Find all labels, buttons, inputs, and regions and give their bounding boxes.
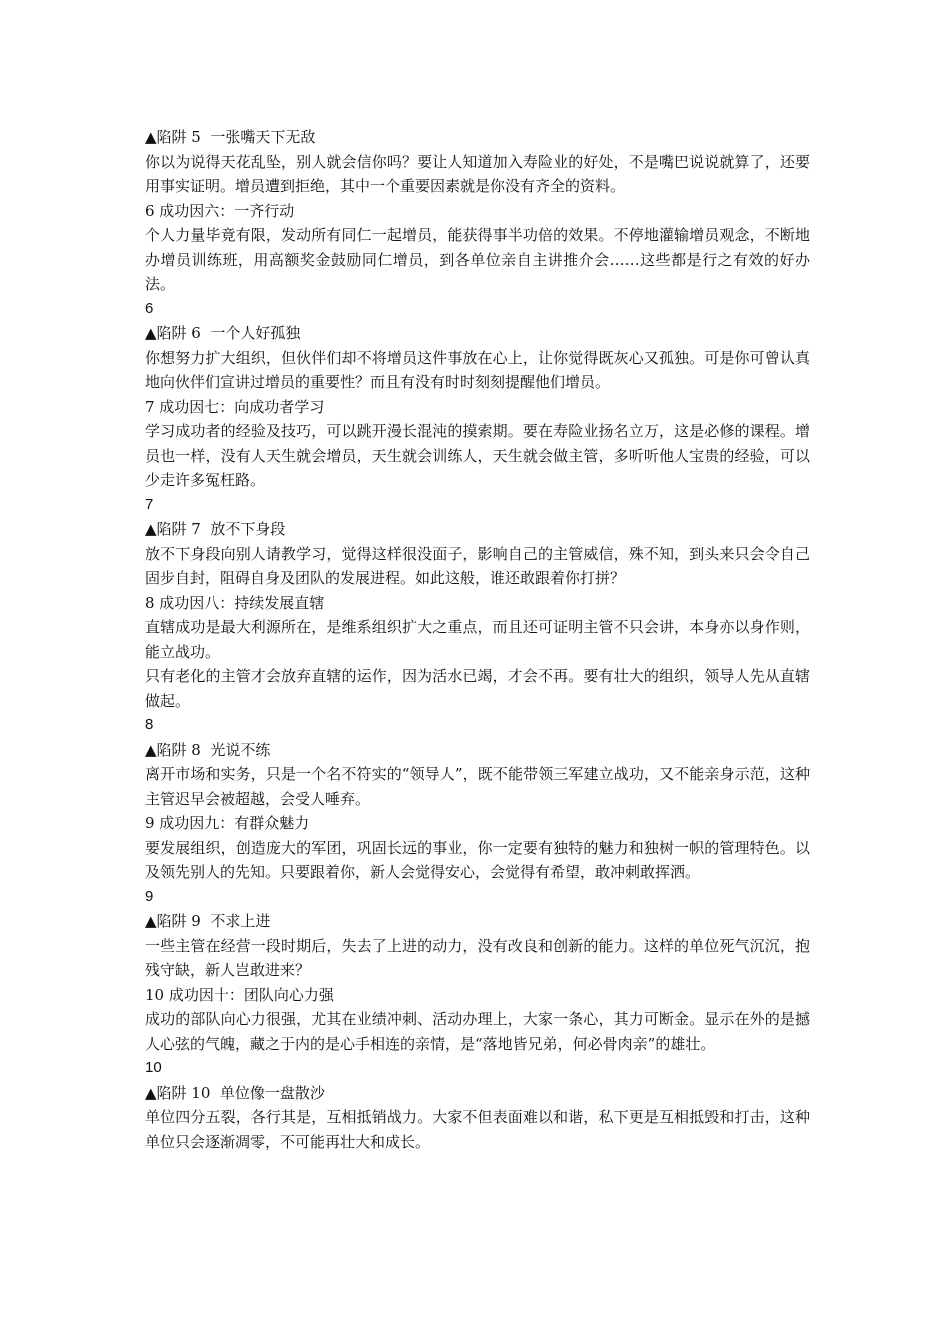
section-number: 6 bbox=[145, 299, 154, 317]
paragraph: 成功的部队向心力很强，尤其在业绩冲刺、活动办理上，大家一条心，其力可断金。显示在外的是撼人心弦的气魄，藏之于内的是心手相连的亲情，是“落地皆兄弟，何必骨肉亲”的雄壮。 bbox=[145, 1010, 810, 1053]
section-number: 9 bbox=[145, 887, 154, 905]
section-heading: ▲陷阱 9 不求上进 bbox=[145, 912, 271, 930]
paragraph: 一些主管在经营一段时期后，失去了上进的动力，没有改良和创新的能力。这样的单位死气沉沉，抱残守缺，新人岂敢进来？ bbox=[145, 936, 810, 979]
section-heading: ▲陷阱 10 单位像一盘散沙 bbox=[145, 1083, 325, 1102]
section-heading: 8 成功因八：持续发展直辖 bbox=[145, 593, 325, 612]
paragraph: 要发展组织，创造庞大的军团，巩固长远的事业，你一定要有独特的魅力和独树一帜的管理特色。以及领先别人的先知。只要跟着你，新人会觉得安心，会觉得有希望，敢冲刺敢挥洒。 bbox=[145, 838, 810, 881]
section-heading: ▲陷阱 5 一张嘴天下无敌 bbox=[145, 128, 316, 146]
section-number: 10 bbox=[145, 1059, 162, 1076]
section-number: 8 bbox=[145, 716, 154, 733]
paragraph: 你以为说得天花乱坠，别人就会信你吗？要让人知道加入寿险业的好处，不是嘴巴说说就算了，还要用事实证明。增员遭到拒绝，其中一个重要因素就是你没有齐全的资料。 bbox=[145, 152, 810, 195]
section-heading: ▲陷阱 8 光说不练 bbox=[145, 740, 271, 759]
paragraph: 直辖成功是最大利源所在，是维系组织扩大之重点，而且还可证明主管不只会讲，本身亦以身作则，能立战功。 bbox=[145, 618, 810, 661]
section-heading: ▲陷阱 6 一个人好孤独 bbox=[145, 324, 301, 342]
paragraph: 放不下身段向别人请教学习，觉得这样很没面子，影响自己的主管威信，殊不知，到头来只会令自己固步自封，阻碍自身及团队的发展进程。如此这般，谁还敢跟着你打拼？ bbox=[145, 544, 810, 587]
section-heading: 9 成功因九：有群众魅力 bbox=[145, 814, 310, 832]
paragraph: 离开市场和实务，只是一个名不符实的“领导人”，既不能带领三军建立战功，又不能亲身示范，这种主管迟早会被超越，会受人唾弃。 bbox=[145, 765, 810, 808]
section-heading: 6 成功因六：一齐行动 bbox=[145, 201, 295, 220]
section-number: 7 bbox=[145, 495, 154, 513]
section-heading: ▲陷阱 7 放不下身段 bbox=[145, 520, 286, 538]
document-body bbox=[145, 125, 810, 1154]
paragraph: 学习成功者的经验及技巧，可以跳开漫长混沌的摸索期。要在寿险业扬名立万，这是必修的课程。增员也一样，没有人天生就会增员，天生就会训练人，天生就会做主管，多听听他人宝贵的经验，可以少走许多冤枉路。 bbox=[145, 422, 810, 489]
section-heading: 7 成功因七：向成功者学习 bbox=[145, 397, 325, 416]
paragraph: 只有老化的主管才会放弃直辖的运作，因为活水已竭，才会不再。要有壮大的组织，领导人先从直辖做起。 bbox=[145, 667, 810, 710]
paragraph: 个人力量毕竟有限，发动所有同仁一起增员，能获得事半功倍的效果。不停地灌输增员观念，不断地办增员训练班，用高额奖金鼓励同仁增员，到各单位亲自主讲推介会……这些都是行之有效的好办法。 bbox=[145, 226, 810, 293]
section-heading: 10 成功因十：团队向心力强 bbox=[145, 985, 334, 1004]
paragraph: 你想努力扩大组织，但伙伴们却不将增员这件事放在心上，让你觉得既灰心又孤独。可是你可曾认真地向伙伴们宣讲过增员的重要性？而且有没有时时刻刻提醒他们增员。 bbox=[145, 348, 810, 391]
paragraph: 单位四分五裂，各行其是，互相抵销战力。大家不但表面难以和谐，私下更是互相抵毁和打击，这种单位只会逐渐凋零，不可能再壮大和成长。 bbox=[145, 1108, 810, 1151]
